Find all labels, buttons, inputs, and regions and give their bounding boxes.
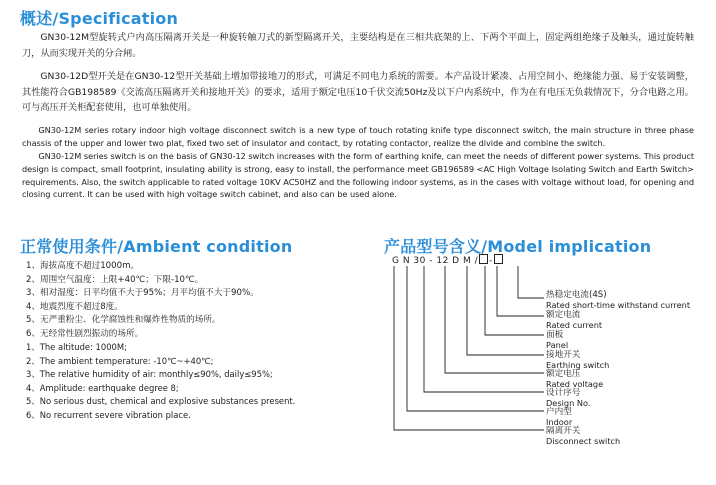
- ambient-item-en: 6、No recurrent severe vibration place.: [26, 409, 191, 420]
- ambient-item-cn: 3、相对湿度：日平均值不大于95%；月平均值不大于90%。: [26, 288, 259, 299]
- model-label: 热稳定电流(4S) Rated short-time withstand current: [546, 290, 691, 310]
- leader-line: [407, 266, 544, 411]
- leader-line: [445, 266, 544, 373]
- model-label: 隔离开关 Disconnect switch: [546, 426, 621, 446]
- ambient-item-en: 2、The ambient temperature: -10℃~+40℃;: [26, 355, 214, 366]
- spec-paragraph-cn-1: GN30-12M型旋转式户内高压隔离开关是一种旋转触刀式的新型隔离开关，主要结构是在三相共底架的上、下两个平面上，固定两组绝缘子及触头，通过旋转触刀，从而实现开关的分合闸。: [22, 32, 694, 59]
- leader-line: [485, 266, 544, 335]
- model-label: 额定电压 Rated voltage: [546, 369, 604, 389]
- spec-paragraph-cn-2: GN30-12D型开关是在GN30-12型开关基础上增加带接地刀的形式，可满足不同电力系统的需要。本产品设计紧凑、占用空间小、绝缘能力强、易于安装调整，其性能符合GB198589《交流高压隔离开关和接地开关》的要求，适用于额定电压10千伏交流50Hz及以下户内系统中，作为在有电压无负载情况下，分合电路之用。可与高压开关柜配套使用，也可单独使用。: [22, 71, 694, 113]
- model-label: 设计序号 Design No.: [546, 388, 591, 408]
- ambient-heading: 正常使用条件/Ambient condition: [20, 237, 293, 256]
- ambient-item-en: 5、No serious dust, chemical and explosive substances present.: [26, 396, 296, 407]
- model-label: 面板 Panel: [546, 330, 569, 350]
- specification-heading: 概述/Specification: [20, 9, 179, 28]
- ambient-item-en: 3、The relative humidity of air: monthly≤90%, daily≤95%;: [26, 369, 273, 380]
- leader-line: [467, 266, 544, 355]
- model-label: 额定电流 Rated current: [546, 310, 603, 330]
- model-code-dash: -: [489, 256, 493, 266]
- ambient-item-cn: 5、无严重粉尘、化学腐蚀性和爆炸性物质的场所。: [26, 315, 221, 326]
- leader-line: [518, 266, 544, 298]
- spec-paragraph-en-1: GN30-12M series rotary indoor high voltage disconnect switch is a new type of touch rotating knife type disconnect switch, the main structure in three phase chassis of the upper and lower two plat, fixed two set of insulator and contact, by rotating contactor, realize the divide and combine the switch.: [22, 125, 694, 148]
- model-heading: 产品型号含义/Model implication: [384, 237, 652, 256]
- model-label: 户内型 Indoor: [546, 407, 573, 427]
- ambient-item-cn: 2、周围空气温度：上限+40℃；下限-10℃。: [26, 274, 204, 285]
- ambient-item-cn: 4、地震烈度不超过8度。: [26, 301, 123, 312]
- spec-paragraph-en-2: GN30-12M series switch is on the basis of GN30-12 switch increases with the form of earthing knife, can meet the needs of different power systems. This product design is compact, small footprint, insulating ability is strong, easy to install, the performance meet GB196589 <AC High Voltage Isolating Switch and Earth Switch> requirements. Also, the switch applicable to rated voltage 10KV AC50HZ and the following indoor systems, as in the cases with voltage without load, for opening and closing current. It can be used with high voltage switch cabinet, and also can be used alone.: [22, 151, 694, 200]
- ambient-item-en: 1、The altitude: 1000M;: [26, 342, 127, 352]
- leader-line: [394, 266, 544, 430]
- model-label: 接地开关 Earthing switch: [546, 350, 610, 370]
- leader-line: [497, 266, 544, 316]
- ambient-item-cn: 6、无经常性剧烈振动的场所。: [26, 328, 144, 339]
- ambient-item-cn: 1、海拔高度不超过1000m。: [26, 261, 140, 271]
- ambient-item-en: 4、Amplitude: earthquake degree 8;: [26, 382, 179, 393]
- model-code-prefix: G N 30 - 12 D M /: [392, 256, 479, 266]
